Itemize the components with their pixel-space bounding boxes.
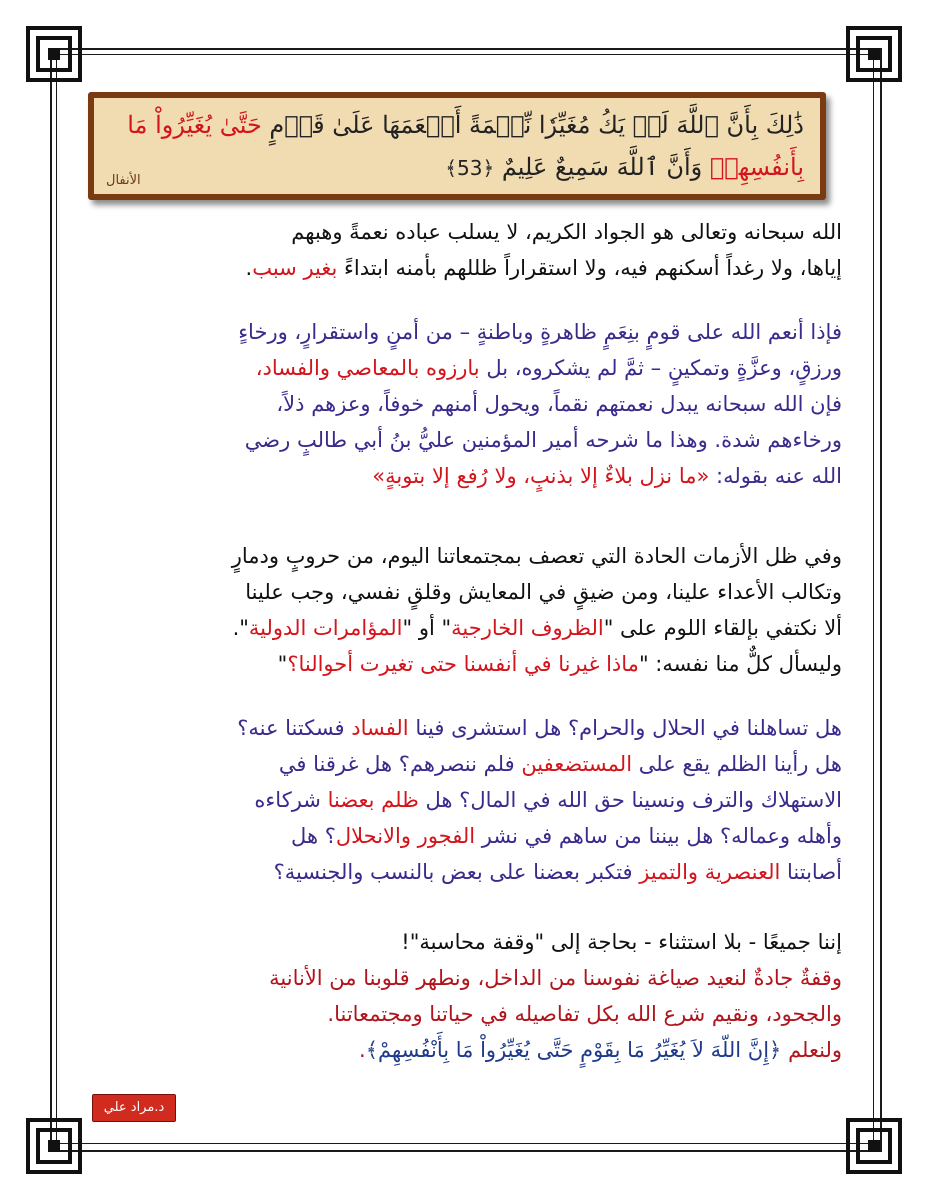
- text-span: ": [277, 652, 288, 676]
- verse-highlight: حَتَّىٰ يُغَيِّرُواْ مَا: [127, 111, 262, 139]
- text-line: وقفةٌ جادةٌ لنعيد صياغة نفوسنا من الداخل، ونطهر قلوبنا من الأنانية: [269, 966, 842, 990]
- text-span: ؟ هل: [291, 824, 336, 848]
- text-line: [82, 250, 842, 286]
- highlight-span: الظروف الخارجية: [451, 616, 604, 640]
- verse-line-2: [110, 146, 804, 189]
- text-span: هل رأينا الظلم يقع على: [638, 752, 842, 776]
- text-line: [82, 782, 842, 818]
- highlight-span: المؤامرات الدولية: [248, 616, 403, 640]
- paragraph-conclusion: [82, 924, 842, 1068]
- surah-name: الأنفال: [106, 173, 141, 188]
- corner-ornament-icon: [26, 1118, 82, 1174]
- author-signature: د.مراد علي: [92, 1094, 176, 1122]
- text-line: إننا جميعًا - بلا استثناء - بحاجة إلى "وقفة محاسبة"!: [401, 930, 842, 954]
- paragraph-questions: [82, 710, 842, 890]
- text-span: ولنعلم: [788, 1038, 842, 1062]
- text-line: فإن الله سبحانه يبدل نعمتهم نقماً، ويحول أمنهم خوفاً، وعزهم ذلاً،: [276, 392, 842, 416]
- text-span: .: [245, 256, 253, 280]
- verse-text: وَأَنَّ ٱللَّهَ سَمِيعٌ عَلِيمٌ: [501, 153, 703, 181]
- text-line: الله سبحانه وتعالى هو الجواد الكريم، لا يسلب عباده نعمةً وهبهم: [291, 220, 842, 244]
- text-line: [82, 818, 842, 854]
- text-line: [82, 746, 842, 782]
- text-span: ".: [232, 616, 249, 640]
- paragraph-blessings: [82, 314, 842, 494]
- quote-span: «ما نزل بلاءٌ إلا بذنبٍ، ولا رُفع إلا بتوبةٍ»: [372, 464, 710, 488]
- text-line: وتكالب الأعداء علينا، ومن ضيقٍ في المعايش وقلقٍ نفسي، وجب علينا: [245, 580, 842, 604]
- text-span: شركاءه: [254, 788, 321, 812]
- highlight-span: العنصرية والتميز: [639, 860, 781, 884]
- text-span: .: [359, 1038, 366, 1062]
- highlight-span: بارزوه بالمعاصي والفساد،: [255, 356, 480, 380]
- text-span: ورزقٍ، وعزَّةٍ وتمكينٍ – ثمَّ لم يشكروه، بل: [486, 356, 842, 380]
- text-line: فإذا أنعم الله على قومٍ بنِعَمٍ ظاهرةٍ وباطنةٍ – من أمنٍ واستقرارٍ، ورخاءٍ: [238, 320, 842, 344]
- verse-line-1: [110, 104, 804, 146]
- verse-text: ذَٰلِكَ بِأَنَّ ٱللَّهَ لَمۡ يَكُ مُغَيِّرٗا نِّعۡمَةً أَنۡعَمَهَا عَلَىٰ قَوۡمٍ: [269, 111, 804, 139]
- text-span: وأهله وعماله؟ هل بيننا من ساهم في نشر: [481, 824, 842, 848]
- text-span: فسكتنا عنه؟: [237, 716, 345, 740]
- text-line: [82, 854, 842, 890]
- text-line: [82, 350, 842, 386]
- corner-ornament-icon: [26, 26, 82, 82]
- text-line: [82, 1032, 842, 1068]
- text-span: هل تساهلنا في الحلال والحرام؟ هل استشرى فينا: [415, 716, 842, 740]
- text-span: فلم ننصرهم؟ هل غرقنا في: [278, 752, 515, 776]
- text-line: ورخاءهم شدة. وهذا ما شرحه أمير المؤمنين عليُّ بنُ أبي طالبٍ رضي: [244, 428, 842, 452]
- highlight-span: ماذا غيرنا في أنفسنا حتى تغيرت أحوالنا؟: [287, 652, 639, 676]
- text-span: إياها، ولا رغداً أسكنهم فيه، ولا استقراراً ظللهم بأمنه ابتداءً: [344, 256, 842, 280]
- paragraph-crises: [82, 538, 842, 682]
- quran-verse-box: [88, 92, 826, 200]
- text-line: [82, 710, 842, 746]
- highlight-span: الفساد: [351, 716, 409, 740]
- text-span: الاستهلاك والترف ونسينا حق الله في المال؟ هل: [425, 788, 842, 812]
- text-span: أصابتنا: [787, 860, 842, 884]
- text-span: وليسأل كلٌّ منا نفسه: ": [638, 652, 842, 676]
- highlight-span: بغير سبب: [252, 256, 338, 280]
- verse-highlight: بِأَنفُسِهِمۡ: [709, 153, 804, 181]
- highlight-span: الفجور والانحلال: [335, 824, 476, 848]
- text-line: والجحود، ونقيم شرع الله بكل تفاصيله في حياتنا ومجتمعاتنا.: [327, 1002, 842, 1026]
- text-line: [82, 458, 842, 494]
- text-span: " أو ": [402, 616, 452, 640]
- corner-ornament-icon: [846, 1118, 902, 1174]
- corner-ornament-icon: [846, 26, 902, 82]
- text-span: فتكبر بعضنا على بعض بالنسب والجنسية؟: [273, 860, 633, 884]
- text-span: ألا نكتفي بإلقاء اللوم على ": [603, 616, 842, 640]
- text-line: [82, 646, 842, 682]
- text-span: الله عنه بقوله:: [716, 464, 842, 488]
- text-line: وفي ظل الأزمات الحادة التي تعصف بمجتمعاتنا اليوم، من حروبٍ ودمارٍ: [231, 544, 842, 568]
- ayah-number: ﴿53﴾: [445, 156, 495, 180]
- paragraph-intro: [82, 214, 842, 286]
- highlight-span: المستضعفين: [521, 752, 633, 776]
- text-line: [82, 610, 842, 646]
- highlight-span: ظلم بعضنا: [327, 788, 419, 812]
- quran-quote: ﴿إِنَّ اللّهَ لاَ يُغَيِّرُ مَا بِقَوْمٍ حَتَّى يُغَيِّرُواْ مَا بِأَنْفُسِهِمْ﴾: [365, 1038, 782, 1062]
